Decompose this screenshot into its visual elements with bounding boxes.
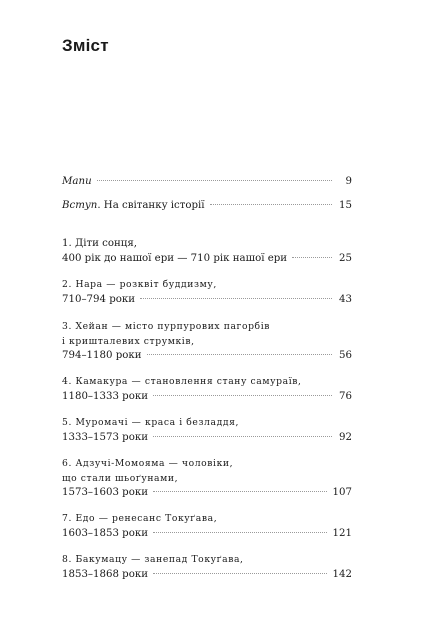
toc-entry-intro[interactable] [62,199,352,214]
entry-title-italic: Вступ [62,200,98,211]
page-number: 56 [339,350,352,361]
toc-entry-chapter-7[interactable] [62,512,352,541]
page-number: 76 [339,390,352,402]
dot-leader [210,204,332,205]
page-number: 43 [339,293,352,305]
entry-title-rest: . На світанку історії [97,200,205,211]
entry-title-line: 6. Адзучі-Момояма — чоловіки, [62,458,234,469]
entry-title-line: 400 рік до нашої ери — 710 рік нашої ери [62,252,288,264]
entry-title [62,199,205,214]
entry-title-line: 4. Камакура — становлення стану самураїв, [62,376,302,387]
page-number: 92 [339,431,352,443]
toc-entry-maps[interactable] [62,175,352,190]
toc-entry-chapter-4[interactable] [62,375,352,404]
page-number: 9 [345,176,352,187]
dot-leader [153,573,327,574]
toc-entry-chapter-2[interactable] [62,278,352,307]
entry-title-line: 1. Діти сонця, [62,238,138,249]
toc-entry-chapter-8[interactable] [62,553,352,582]
dot-leader [153,491,327,492]
entry-title-line: 7. Едо — ренесанс Токуґава, [62,513,218,524]
entry-title-line: 1180–1333 роки [62,390,148,402]
dot-leader [147,354,332,355]
entry-title-line: 1333–1573 роки [62,431,148,443]
page-title: Зміст [62,36,109,55]
entry-title-line: і кришталевих струмків, [62,335,195,347]
dot-leader [153,395,332,396]
page-number: 107 [332,487,352,498]
dot-leader [140,298,332,299]
entry-title-line: 1603–1853 роки [62,527,148,539]
entry-title: Мапи [62,176,92,187]
entry-title-line: 1853–1868 роки [62,568,148,580]
entry-title-line: 2. Нара — розквіт буддизму, [62,279,217,290]
toc-entry-chapter-3[interactable] [62,320,352,364]
dot-leader [153,436,332,437]
entry-title-line: 1573–1603 роки [62,487,148,498]
dot-leader [153,532,327,533]
dot-leader [292,257,332,258]
dot-leader [97,180,332,181]
page-number: 121 [332,527,352,539]
page-number: 25 [339,252,352,264]
entry-title-line: 710–794 роки [62,293,136,305]
entry-title-line: 794–1180 роки [62,350,142,361]
entry-title-line: 8. Бакумацу — занепад Токуґава, [62,554,244,565]
toc-entry-chapter-5[interactable] [62,416,352,445]
entry-title-line: що стали шьоґунами, [62,472,179,484]
entry-title-line: 3. Хейан — місто пурпурових пагорбів [62,321,271,332]
toc-entry-chapter-6[interactable] [62,457,352,501]
page-number: 15 [339,200,352,211]
toc-entry-chapter-1[interactable] [62,237,352,266]
page-number: 142 [332,568,352,580]
entry-title-line: 5. Муромачі — краса і безладдя, [62,417,240,428]
